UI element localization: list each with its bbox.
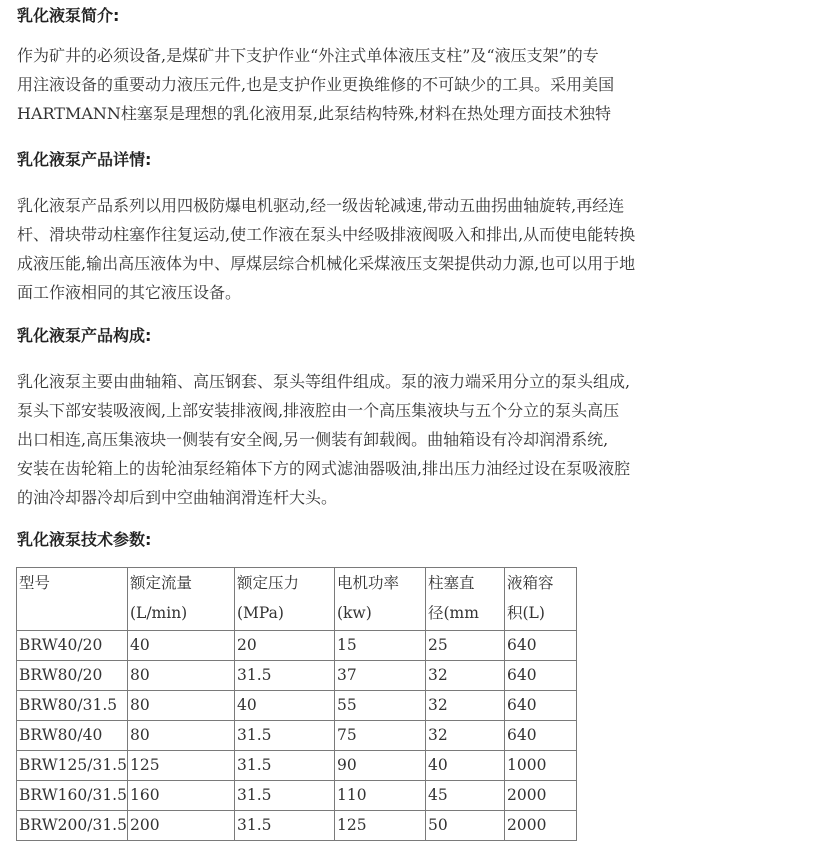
table-cell: 640 <box>504 661 576 691</box>
paragraph-line: 成液压能,输出高压液体为中、厚煤层综合机械化采煤液压支架提供动力源,也可以用于地 <box>17 254 636 273</box>
table-cell: BRW80/31.5 <box>17 691 128 721</box>
table-cell: 640 <box>504 721 576 751</box>
table-cell: BRW80/40 <box>17 721 128 751</box>
table-cell: 31.5 <box>234 661 334 691</box>
table-cell: 50 <box>425 811 504 841</box>
table-cell: 40 <box>127 631 234 661</box>
table-cell: 80 <box>127 661 234 691</box>
table-cell: 31.5 <box>234 751 334 781</box>
table-cell: 45 <box>425 781 504 811</box>
paragraph-line: 的油冷却器冷却后到中空曲轴润滑连杆大头。 <box>17 488 338 507</box>
spec-table <box>16 567 577 841</box>
table-cell: 40 <box>234 691 334 721</box>
table-cell: 20 <box>234 631 334 661</box>
paragraph-line: 乳化液泵主要由曲轴箱、高压钢套、泵头等组件组成。泵的液力端采用分立的泵头组成, <box>17 372 631 391</box>
table-cell: 40 <box>425 751 504 781</box>
table-cell: 31.5 <box>234 721 334 751</box>
paragraph-line: 作为矿井的必须设备,是煤矿井下支护作业“外注式单体液压支柱”及“液压支架”的专 <box>17 46 599 65</box>
table-cell: 32 <box>425 661 504 691</box>
table-cell: 125 <box>127 751 234 781</box>
paragraph-line: 面工作液相同的其它液压设备。 <box>17 283 242 302</box>
table-cell: BRW40/20 <box>17 631 128 661</box>
table-cell: 2000 <box>504 811 576 841</box>
header-cell-flow: 额定流量 (L/min) <box>127 568 234 631</box>
table-cell: 200 <box>127 811 234 841</box>
table-cell: 2000 <box>504 781 576 811</box>
table-cell: BRW160/31.5 <box>17 781 128 811</box>
paragraph-line: 用注液设备的重要动力液压元件,也是支护作业更换维修的不可缺少的工具。采用美国 <box>17 75 615 94</box>
table-cell: 110 <box>334 781 425 811</box>
table-cell: 32 <box>425 691 504 721</box>
paragraph-line: 出口相连,高压集液块一侧装有安全阀,另一侧装有卸载阀。曲轴箱设有冷却润滑系统, <box>17 430 609 449</box>
paragraph-intro <box>17 41 807 128</box>
header-cell-plunger-diameter: 柱塞直 径(mm <box>425 568 504 631</box>
table-cell: 640 <box>504 631 576 661</box>
header-cell-pressure: 额定压力 (MPa) <box>234 568 334 631</box>
paragraph-composition <box>17 367 807 512</box>
table-cell: 160 <box>127 781 234 811</box>
table-cell: 15 <box>334 631 425 661</box>
section-heading-details: 乳化液泵产品详情: <box>17 150 152 169</box>
paragraph-line: 安装在齿轮箱上的齿轮油泵经箱体下方的网式滤油器吸油,排出压力油经过设在泵吸液腔 <box>17 459 631 478</box>
table-cell: 80 <box>127 691 234 721</box>
table-cell: 640 <box>504 691 576 721</box>
paragraph-line: 乳化液泵产品系列以用四极防爆电机驱动,经一级齿轮减速,带动五曲拐曲轴旋转,再经连 <box>17 196 625 215</box>
paragraph-details <box>17 191 807 307</box>
table-cell: 31.5 <box>234 781 334 811</box>
table-cell: BRW200/31.5 <box>17 811 128 841</box>
table-row <box>17 751 577 781</box>
table-row <box>17 661 577 691</box>
table-row <box>17 811 577 841</box>
header-cell-tank-volume: 液箱容 积(L) <box>504 568 576 631</box>
table-cell: 25 <box>425 631 504 661</box>
section-heading-intro: 乳化液泵简介: <box>17 6 120 25</box>
table-cell: 1000 <box>504 751 576 781</box>
table-cell: 75 <box>334 721 425 751</box>
table-cell: BRW125/31.5 <box>17 751 128 781</box>
header-cell-motor-power: 电机功率 (kw) <box>334 568 425 631</box>
table-cell: 32 <box>425 721 504 751</box>
table-row <box>17 781 577 811</box>
table-cell: 55 <box>334 691 425 721</box>
table-header-row <box>17 568 577 631</box>
table-row <box>17 691 577 721</box>
paragraph-line: 杆、滑块带动柱塞作往复运动,使工作液在泵头中经吸排液阀吸入和排出,从而使电能转换 <box>17 225 636 244</box>
table-row <box>17 721 577 751</box>
section-heading-composition: 乳化液泵产品构成: <box>17 326 152 345</box>
header-cell-model: 型号 <box>17 568 128 631</box>
table-cell: 31.5 <box>234 811 334 841</box>
paragraph-line: HARTMANN柱塞泵是理想的乳化液用泵,此泵结构特殊,材料在热处理方面技术独特 <box>17 104 612 123</box>
section-heading-specs: 乳化液泵技术参数: <box>17 530 152 549</box>
table-row <box>17 631 577 661</box>
table-cell: 80 <box>127 721 234 751</box>
paragraph-line: 泵头下部安装吸液阀,上部安装排液阀,排液腔由一个高压集液块与五个分立的泵头高压 <box>17 401 620 420</box>
table-cell: BRW80/20 <box>17 661 128 691</box>
table-cell: 90 <box>334 751 425 781</box>
table-cell: 37 <box>334 661 425 691</box>
table-cell: 125 <box>334 811 425 841</box>
